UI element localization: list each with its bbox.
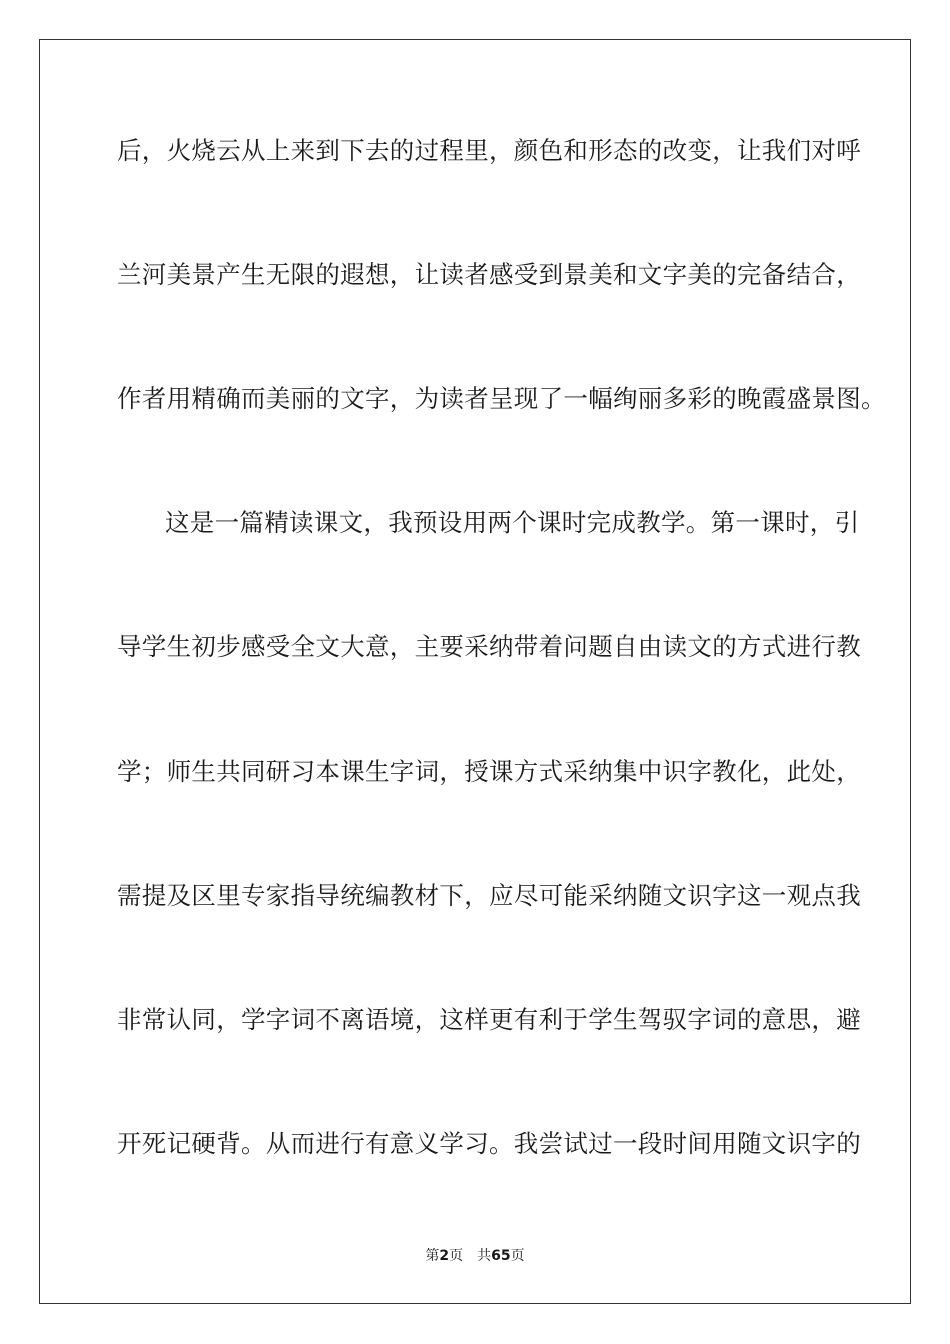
paragraph-line-1: 后，火烧云从上来到下去的过程里，颜色和形态的改变，让我们对呼 bbox=[117, 136, 861, 165]
page-suffix: 页 bbox=[449, 1248, 464, 1264]
total-pages: 65 bbox=[491, 1248, 511, 1264]
paragraph-line-2: 兰河美景产生无限的遐想，让读者感受到景美和文字美的完备结合， bbox=[117, 260, 861, 289]
paragraph-line-9: 开死记硬背。从而进行有意义学习。我尝试过一段时间用随文识字的 bbox=[117, 1129, 861, 1158]
page-border bbox=[39, 39, 911, 1304]
paragraph-line-8: 非常认同，学字词不离语境，这样更有利于学生驾驭字词的意思，避 bbox=[117, 1005, 861, 1034]
page-footer bbox=[0, 1247, 950, 1265]
total-prefix: 共 bbox=[477, 1248, 492, 1264]
paragraph-line-3: 作者用精确而美丽的文字，为读者呈现了一幅绚丽多彩的晚霞盛景图。 bbox=[117, 384, 886, 413]
page-number: 2 bbox=[439, 1248, 450, 1264]
paragraph-line-7: 需提及区里专家指导统编教材下，应尽可能采纳随文识字这一观点我 bbox=[117, 881, 861, 910]
paragraph-line-5: 导学生初步感受全文大意，主要采纳带着问题自由读文的方式进行教 bbox=[117, 632, 861, 661]
page-prefix: 第 bbox=[425, 1248, 440, 1264]
paragraph-line-6: 学；师生共同研习本课生字词，授课方式采纳集中识字教化，此处， bbox=[117, 757, 861, 786]
total-suffix: 页 bbox=[510, 1248, 525, 1264]
paragraph-line-4: 这是一篇精读课文，我预设用两个课时完成教学。第一课时，引 bbox=[165, 508, 860, 537]
